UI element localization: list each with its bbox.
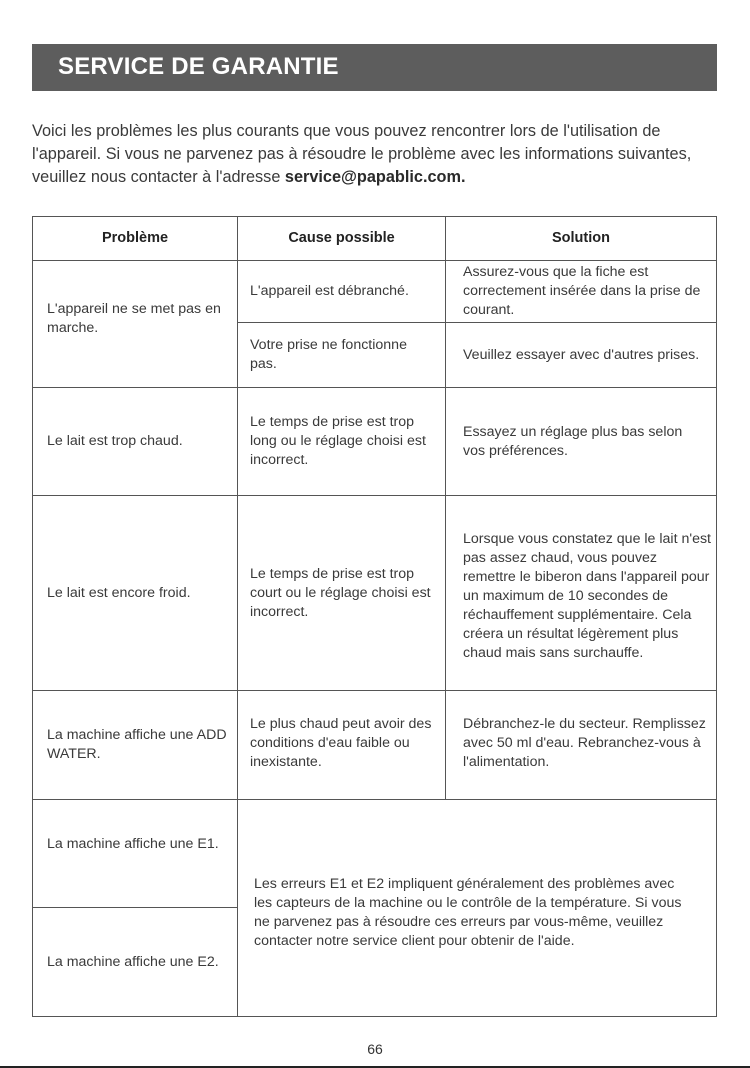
header-solution: Solution <box>552 230 610 246</box>
solution-text: Veuillez essayer avec d'autres prises. <box>463 346 700 363</box>
problem-cell <box>47 800 227 907</box>
problem-cell <box>47 388 227 495</box>
problem-cell <box>47 496 233 690</box>
cause-cell <box>250 496 442 690</box>
solution-cell <box>463 388 703 495</box>
error-note-cell <box>254 800 694 1016</box>
troubleshooting-table <box>32 216 717 1017</box>
problem-text: Le lait est encore froid. <box>47 584 191 601</box>
solution-cell <box>463 261 709 322</box>
cause-cell <box>250 323 430 387</box>
problem-text: La machine affiche une ADD WATER. <box>47 727 227 762</box>
intro-paragraph <box>32 120 722 189</box>
solution-text: Débranchez-le du secteur. Remplissez avec 50 ml d'eau. Rebranchez-vous à l'alimentation. <box>463 715 706 770</box>
header-bar <box>32 44 717 91</box>
solution-text: Lorsque vous constatez que le lait n'est pas assez chaud, vous pouvez remettre le biberon dans l'appareil pour un maximum de 10 secondes de réchauffement supplémentaire. Cela créera un résultat légèrement plus chaud mais sans surchauffe. <box>463 530 711 661</box>
problem-cell <box>47 691 227 799</box>
solution-cell <box>463 323 703 387</box>
cause-cell <box>250 388 430 495</box>
page-number: 66 <box>367 1041 383 1057</box>
cause-text: Le temps de prise est trop long ou le réglage choisi est incorrect. <box>250 414 426 468</box>
problem-text: La machine affiche une E2. <box>47 953 219 970</box>
cause-cell <box>250 261 442 322</box>
intro-text: Voici les problèmes les plus courants que vous pouvez rencontrer lors de l'utilisation de l'appareil. Si vous ne parvenez pas à résoudre le problème avec les informations suivantes, veuillez nous contacter à l'adresse <box>32 122 692 186</box>
solution-cell <box>463 496 713 690</box>
problem-text: Le lait est trop chaud. <box>47 433 183 449</box>
solution-text: Essayez un réglage plus bas selon vos préférences. <box>463 423 683 459</box>
column-divider <box>445 217 446 799</box>
support-email: service@papablic.com. <box>284 168 466 186</box>
problem-cell <box>47 908 227 1016</box>
problem-text: L'appareil ne se met pas en marche. <box>47 301 221 336</box>
page-title: SERVICE DE GARANTIE <box>58 53 339 80</box>
problem-text: La machine affiche une E1. <box>47 836 219 852</box>
error-note-text: Les erreurs E1 et E2 impliquent généralement des problèmes avec les capteurs de la machine ou le contrôle de la température. Si vous ne parvenez pas à résoudre ces erreurs par vous-même, veuillez contacter notre service client pour obtenir de l'aide. <box>254 876 682 949</box>
solution-text: Assurez-vous que la fiche est correctement insérée dans la prise de courant. <box>463 264 701 318</box>
column-divider <box>237 217 238 1016</box>
cause-cell <box>250 691 440 799</box>
cause-text: L'appareil est débranché. <box>250 283 409 299</box>
cause-text: Votre prise ne fonctionne pas. <box>250 337 407 372</box>
header-cause: Cause possible <box>288 230 395 246</box>
header-problem: Problème <box>101 230 169 246</box>
problem-cell <box>47 261 227 387</box>
solution-cell <box>463 691 713 799</box>
cause-text: Le temps de prise est trop court ou le réglage choisi est incorrect. <box>250 565 431 620</box>
cause-text: Le plus chaud peut avoir des conditions d'eau faible ou inexistante. <box>250 715 432 770</box>
